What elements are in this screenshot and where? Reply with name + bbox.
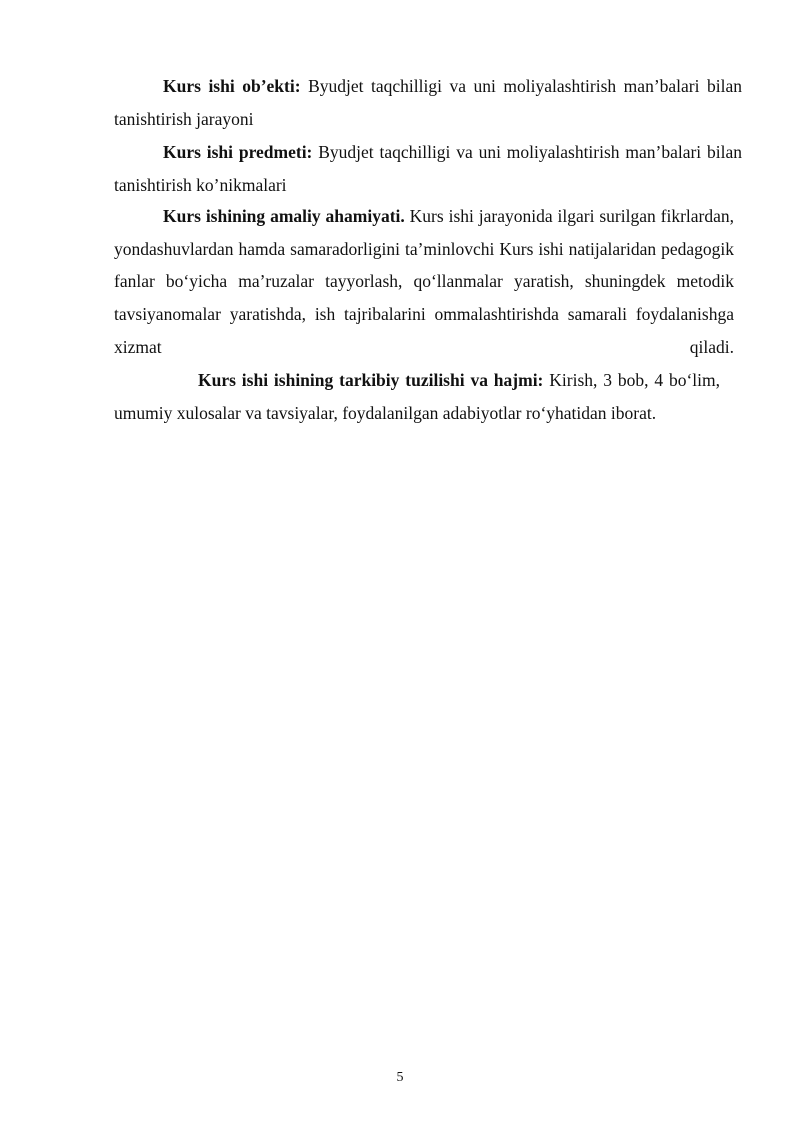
paragraph-objekt [114,70,742,135]
predmet-heading: Kurs ishi predmeti: [163,142,313,162]
paragraph-ahamiyat [114,200,734,364]
ahamiyat-heading: Kurs ishining amaliy ahamiyati. [163,206,405,226]
objekt-heading: Kurs ishi ob’ekti: [163,76,301,96]
tarkib-body: Kirish, 3 bob, 4 bo‘lim, umumiy xulosalar va tavsiyalar, foydalanilgan adabiyotlar ro‘yhatidan iborat. [114,370,720,423]
paragraph-objekt-text [114,70,742,135]
paragraph-tarkib [114,364,720,429]
predmet-body: Byudjet taqchilligi va uni moliyalashtirish man’balari bilan tanishtirish ko’nikmalari [114,142,742,195]
ahamiyat-body: Kurs ishi jarayonida ilgari surilgan fikrlardan, yondashuvlardan hamda samaradorligini ta’minlovchi Kurs ishi natijalaridan pedagogik fanlar bo‘yicha ma’ruzalar tayyorlash, qo‘llanmalar yaratish, shuningdek metodik tavsiyanomalar yaratishda, ish tajribalarini ommalashtirishda samarali foydalanishga xizmat qiladi. [114,206,735,357]
paragraph-predmet-text [114,136,742,201]
page-number: 5 [396,1070,404,1085]
objekt-body: Byudjet taqchilligi va uni moliyalashtirish man’balari bilan tanishtirish jarayoni [114,76,742,129]
tarkib-heading: Kurs ishi ishining tarkibiy tuzilishi va hajmi: [198,370,544,390]
paragraph-ahamiyat-text [114,200,734,364]
paragraph-predmet [114,136,742,201]
paragraph-tarkib-text [114,364,720,429]
